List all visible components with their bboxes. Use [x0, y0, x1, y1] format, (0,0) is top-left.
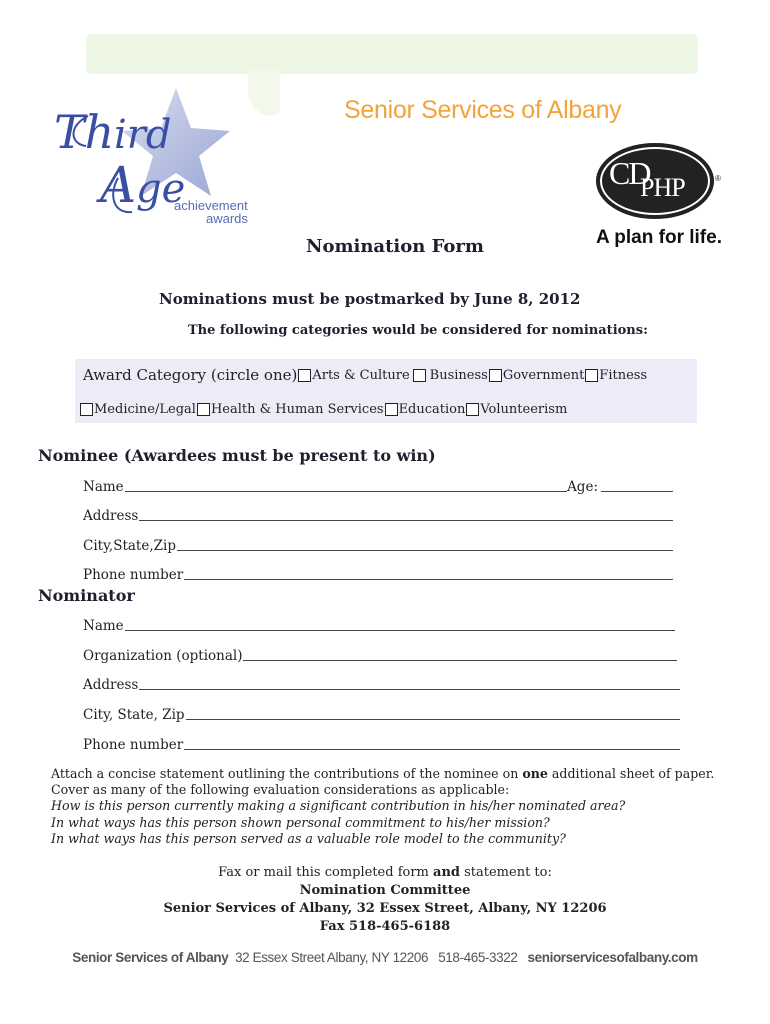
checkbox-medicine-legal[interactable]	[80, 403, 93, 416]
category-row-1	[83, 366, 647, 384]
nominator-heading: Nominator	[38, 586, 135, 605]
mailing-address: Senior Services of Albany, 32 Essex Street, Albany, NY 12206	[163, 901, 607, 916]
evaluation-question-3: In what ways has this person served as a valuable role model to the community?	[51, 830, 566, 846]
mailing-text-a: Fax or mail this completed form	[218, 865, 434, 880]
svg-text:A: A	[100, 156, 137, 214]
category-fitness: Fitness	[599, 367, 648, 383]
nominee-address-label: Address	[83, 508, 139, 524]
award-category-box	[75, 359, 697, 423]
nominator-phone-label: Phone number	[83, 737, 184, 753]
footer-org: Senior Services of Albany	[72, 950, 229, 965]
nominee-name-label: Name	[83, 479, 124, 495]
checkbox-volunteerism[interactable]	[466, 403, 479, 416]
category-medicine-legal: Medicine/Legal	[94, 402, 196, 417]
nominee-address-line[interactable]	[139, 520, 673, 521]
nominee-age-line[interactable]	[601, 491, 673, 492]
third-age-line1: achievement	[174, 198, 248, 213]
category-volunteerism: Volunteerism	[480, 402, 568, 417]
category-business: Business	[429, 367, 488, 383]
nominator-address-field[interactable]	[83, 677, 680, 693]
footer-address: 32 Essex Street Albany, NY 12206	[235, 950, 429, 965]
nominee-phone-field[interactable]	[83, 567, 673, 583]
checkbox-arts-culture[interactable]	[298, 369, 311, 382]
mailing-text-c: statement to:	[459, 865, 552, 880]
checkbox-business[interactable]	[413, 369, 426, 382]
nominator-address-label: Address	[83, 677, 139, 693]
nominator-city-line[interactable]	[186, 719, 680, 720]
mailing-committee: Nomination Committee	[299, 883, 471, 898]
nominee-name-field[interactable]	[83, 479, 673, 495]
nominee-city-label: City,State,Zip	[83, 538, 176, 554]
header-banner	[86, 34, 698, 74]
nominee-age-label: Age:	[567, 479, 598, 495]
nominator-name-label: Name	[83, 618, 124, 634]
instructions-text-c: additional sheet of paper.	[547, 766, 715, 781]
nominator-name-field[interactable]	[83, 618, 675, 634]
footer	[0, 950, 770, 965]
evaluation-question-1: How is this person currently making a significant contribution in his/her nominated area?	[51, 798, 626, 814]
nominee-address-field[interactable]	[83, 508, 673, 524]
nominator-name-line[interactable]	[125, 630, 675, 631]
footer-phone: 518-465-3322	[438, 950, 518, 965]
third-age-line2: awards	[206, 211, 248, 226]
svg-text:Th: Th	[54, 105, 115, 159]
footer-website[interactable]: seniorservicesofalbany.com	[527, 950, 698, 965]
nominator-city-label: City, State, Zip	[83, 707, 185, 723]
svg-text:ge: ge	[136, 166, 186, 212]
nominee-city-line[interactable]	[177, 550, 673, 551]
cdphp-text: CD	[609, 155, 650, 191]
nominator-phone-line[interactable]	[184, 749, 680, 750]
nominator-organization-line[interactable]	[243, 660, 677, 661]
mailing-line-1	[0, 864, 770, 882]
svg-text:ird: ird	[114, 112, 172, 158]
category-government: Government	[502, 367, 585, 383]
mailing-emphasis-and: and	[433, 865, 460, 880]
postmark-notice: Nominations must be postmarked by June 8, 2012	[159, 290, 581, 308]
instructions-emphasis-one: one	[522, 766, 548, 781]
category-row-2	[79, 402, 567, 417]
cdphp-tagline: A plan for life.	[596, 227, 722, 248]
checkbox-health-human-services[interactable]	[197, 403, 210, 416]
checkbox-education[interactable]	[385, 403, 398, 416]
instructions	[51, 766, 731, 847]
nominee-city-field[interactable]	[83, 538, 673, 554]
category-education: Education	[398, 402, 466, 417]
third-age-logo	[48, 86, 270, 236]
registered-mark: ®	[715, 174, 721, 183]
nominator-organization-label: Organization (optional)	[83, 648, 243, 664]
category-arts-culture: Arts & Culture	[312, 367, 410, 383]
nominator-phone-field[interactable]	[83, 737, 680, 753]
nominee-phone-line[interactable]	[184, 579, 673, 580]
categories-intro: The following categories would be considered for nominations:	[188, 323, 648, 338]
nominee-name-line[interactable]	[125, 491, 567, 492]
mailing-fax: Fax 518-465-6188	[319, 919, 451, 934]
senior-services-logo: Senior Services of Albany	[344, 96, 622, 124]
evaluation-question-2: In what ways has this person shown personal commitment to his/her mission?	[51, 814, 550, 830]
instructions-line-2: Cover as many of the following evaluation considerations as applicable:	[51, 782, 510, 798]
nominee-heading: Nominee (Awardees must be present to win)	[38, 446, 436, 465]
checkbox-fitness[interactable]	[585, 369, 598, 382]
instructions-line-1	[51, 766, 731, 782]
nominator-city-field[interactable]	[83, 707, 680, 723]
cdphp-text-php: PHP	[640, 173, 685, 202]
form-title: Nomination Form	[306, 236, 484, 257]
cdphp-logo	[596, 143, 721, 223]
nominator-organization-field[interactable]	[83, 648, 677, 664]
instructions-text-a: Attach a concise statement outlining the contributions of the nominee on	[51, 766, 523, 781]
nominee-phone-label: Phone number	[83, 567, 184, 583]
mailing-instructions	[0, 864, 770, 936]
award-category-label: Award Category (circle one)	[83, 366, 298, 384]
category-health-human-services: Health & Human Services	[210, 402, 384, 417]
nominator-address-line[interactable]	[139, 689, 680, 690]
checkbox-government[interactable]	[489, 369, 502, 382]
